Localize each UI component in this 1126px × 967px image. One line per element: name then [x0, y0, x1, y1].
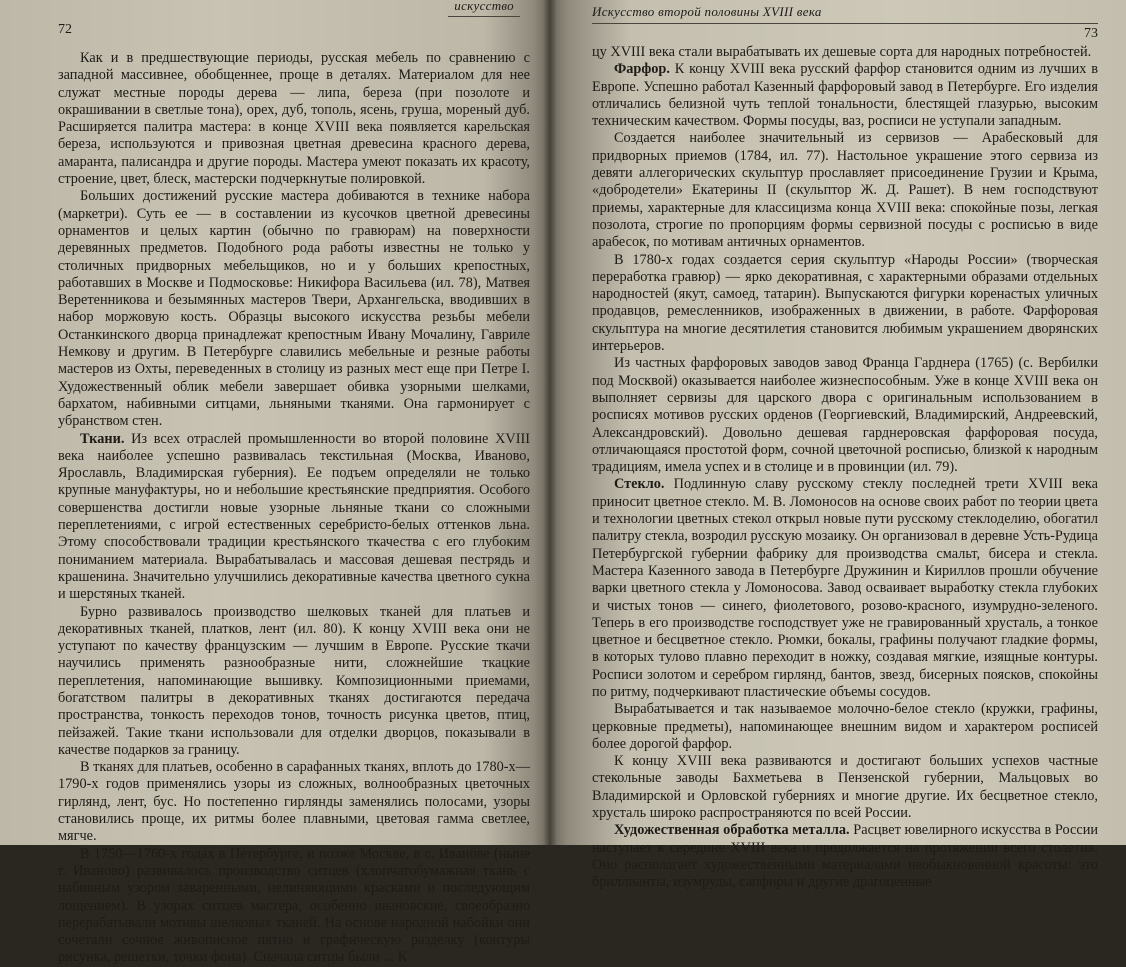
paragraph-text: Создается наиболее значительный из сервизов — Арабесковый для придворных приемов (1784, ил. 77). Настольное украшение этого сервиза из девяти аллегорических скульптур прославляет присоединение Грузии и Крыма, «добродетели» Екатерины II (скульптор Ж. Д. Рашет). В нем господствуют приемы, характерные для классицизма конца XVIII века: спокойные позы, легкая позолота, строгие по пропорциям формы сервизной посуды с росписью в виде арабесок, по мотивам античных орнаментов. [592, 130, 1098, 251]
paragraph [592, 355, 1098, 476]
book-gutter-shadow [543, 0, 557, 845]
section-heading: Фарфор. [614, 61, 670, 78]
paragraph [58, 604, 530, 760]
paragraph-text: Из всех отраслей промышленности во второй половине XVIII века наиболее успешно развивалась текстильная (Москва, Иваново, Ярославль, Владимирская губерния). Ее подъем определяли не только крупные мануфактуры, но и небольшие крестьянские предприятия. Особого совершенства достигли новые узорные льняные ткани со сложными переплетениями, с игрой естественных серебристо-белых оттенков льна. Этому способствовали традиции крестьянского ткачества с его глубоким пониманием материала. Вырабатывалась и массовая дешевая пестрядь и крашенина. Значительно улучшились декоративные качества цветного сукна и шерстяных тканей. [58, 430, 530, 603]
paragraph-text: Подлинную славу русскому стеклу последней трети XVIII века приносит цветное стекло. М. В. Ломоносов на основе своих работ по теории цвета и технологии цветных стекол открыл новые пути русскому стеклоделию, обогатил палитру стекла, возродил русскую мозаику. Он организовал в деревне Усть-Рудица Петербургской губернии фабрику для производства смальт, бисера и стекла. Мастера Казенного завода в Петербурге Дружинин и Кириллов прошли обучение варки цветного стекла у Ломоносова. Завод осваивает выработку стекла глубоких и чистых тонов — синего, фиолетового, розово-красного, изумрудно-зеленого. Теперь в его производстве господствует уже не гравированный хрусталь, а тонкое цветное и бесцветное стекло. Рюмки, бокалы, графины получают гладкие формы, в которых тулово плавно переходит в ножку, создавая мягкие, изящные контуры. Росписи золотом и серебром гирлянд, бантов, звезд, бисерных поясков, спокойны по ритму, подчеркивают пластические объемы сосудов. [592, 476, 1098, 700]
paragraph-text: Бурно развивалось производство шелковых тканей для платьев и декоративных тканей, платков, лент (ил. 80). К концу XVIII века они не уступают по качеству французским — лучшим в Европе. Русские ткачи научились применять разнообразные нити, сложнейшие ткацкие переплетения, напоминающие вышивку. Композиционными приемами, богатством палитры в декоративных тканях достигаются передача пространства, тонкость переходов тонов, точность рисунка цветов, птиц, пейзажей. Такие ткани использовали для отделки дворцов, показывали в качестве подарков за границу. [58, 603, 530, 758]
left-page-number: 72 [58, 22, 72, 37]
paragraph-text: В 1750—1760-х годах в Петербурге, и позже Москве, в с. Иванове (ныне г. Иваново) развивалось производство ситцев (хлопчатобумажная ткань с набивным узором заваренными, нелиняющими красками и последующим лощением). В узорах ситцев мастера, особенно ивановские, своеобразно перерабатывали мотивы шелковых тканей. На основе народной набойки они сочетали сочное живописное пятно и графическую разделку (контуры рисунка, решетки, точки фона). Сначала ситцы были ... К [58, 845, 530, 966]
paragraph-text: Из частных фарфоровых заводов завод Франца Гарднера (1765) (с. Вербилки под Москвой) оказывается наиболее жизнеспособным. Уже в конце XVIII века он выполняет сервизы для царского двора с оригинальным использованием в росписях мотивов русских орденов (Георгиевский, Владимирский, Андреевский, Александровский). Довольно дешевая гарднеровская фарфоровая посуда, отличающаяся простотой форм, сочной цветочной росписью, близкой к народным традициям, имела успех и в столице и в провинции (ил. 79). [592, 355, 1098, 476]
paragraph-text: Больших достижений русские мастера добиваются в технике набора (маркетри). Суть ее — в составлении из кусочков цветной древесины орнаментов и целых картин (обычно по гравюрам) на поверхности деревянных предметов. Подобного рода работы известны не только у столичных придворных мебельщиков, но и у больших крепостных, работавших в Москве и Подмосковье: Никифора Васильева (ил. 78), Матвея Веретенникова и безымянных мастеров Твери, Архангельска, вводивших в набор моржовую кость. Образцы высокого искусства резьбы мебели Останкинского дворца принадлежат крепостным Ивану Мочалину, Гавриле Немкову и другим. В Петербурге славились мебельные и резные работы мастеров из Охты, переведенных в столицу из разных мест еще при Петре I. Художественный облик мебели завершает обивка узорными шелками, бархатом, набивными ситцами, льняными тканями. Она гармонирует с убранством стен. [58, 188, 530, 430]
paragraph [592, 701, 1098, 753]
paragraph [58, 188, 530, 430]
paragraph [592, 252, 1098, 356]
paragraph [58, 431, 530, 604]
paragraph [592, 130, 1098, 251]
paragraph [58, 50, 530, 188]
left-page-text [58, 50, 530, 967]
paragraph-text: цу XVIII века стали вырабатывать их дешевые сорта для народных потребностей. [592, 44, 1092, 60]
paragraph [592, 44, 1098, 61]
section-heading: Художественная обработка металла. [614, 822, 850, 839]
paragraph [592, 476, 1098, 701]
left-page [0, 0, 550, 966]
right-page-text [592, 44, 1098, 892]
paragraph [58, 846, 530, 967]
right-page [550, 0, 1126, 891]
section-heading: Ткани. [80, 430, 125, 447]
right-page-number: 73 [1084, 26, 1098, 41]
paragraph-text: В тканях для платьев, особенно в сарафанных тканях, вплоть до 1780-х—1790-х годов применялись узоры из сложных, волнообразных цветочных гирлянд, лент, бус. Но постепенно гирлянды заменялись полосами, узоры становились проще, их ритмы более плавными, цветовая гамма светлее, мягче. [58, 759, 530, 845]
paragraph [592, 61, 1098, 130]
paragraph-text: К концу XVIII века развиваются и достигают больших успехов частные стекольные заводы Бахметьева в Пензенской губернии, Мальцовых во Владимирской и Орловской губерниях и многие другие. Их бесцветное стекло, хрусталь широко распространяются по всей России. [592, 753, 1098, 822]
paragraph-text: Расцвет ювелирного искусства в России наступает к середине XVIII века и продолжается на протяжении всего столетия. Оно располагает художественными материалами необыкновенной красоты: это бриллианты, изумруды, сапфиры и другие драгоценные [592, 822, 1098, 891]
paragraph [592, 753, 1098, 822]
right-running-head: Искусство второй половины XVIII века [592, 4, 1098, 24]
paragraph-text: В 1780-х годах создается серия скульптур «Народы России» (творческая переработка гравюр) — ярко декоративная, с характерными образами отдельных народностей (якут, самоед, татарин). Выпускаются фигурки коренастых уличных продавцов, ремесленников, изображенных в движении, в работе. Фарфоровая скульптура на многие десятилетия становится любимым украшением дворянских интерьеров. [592, 251, 1098, 355]
section-heading: Стекло. [614, 476, 665, 493]
paragraph [58, 759, 530, 845]
paragraph-text: Вырабатывается и так называемое молочно-белое стекло (кружки, графины, церковные предметы), напоминающее внешним видом и характером росписей более дорогой фарфор. [592, 701, 1098, 752]
paragraph [592, 822, 1098, 891]
paragraph-text: К концу XVIII века русский фарфор становится одним из лучших в Европе. Успешно работал Казенный фарфоровый завод в Петербурге. Его изделия отличались белизной чуть теплой тональности, блестящей глазурью, высоким техническим качеством. Формы посуды, ваз, росписи не уступали западным. [592, 61, 1098, 130]
paragraph-text: Как и в предшествующие периоды, русская мебель по сравнению с западной массивнее, обобщеннее, проще в деталях. Материалом для нее служат местные породы дерева — липа, береза (при позолоте и окрашивании в светлые тона), орех, дуб, тополь, ясень, груша, мореный дуб. Расширяется палитра мастера: в конце XVIII века появляется карельская береза, используются и привозная цветная древесина красного дерева, амаранта, палисандра и другие породы. Мастера умеют показать их красоту, строение, цвет, блеск, мастерски подчеркнутые полировкой. [58, 50, 530, 188]
left-running-head: искусство [448, 0, 520, 17]
